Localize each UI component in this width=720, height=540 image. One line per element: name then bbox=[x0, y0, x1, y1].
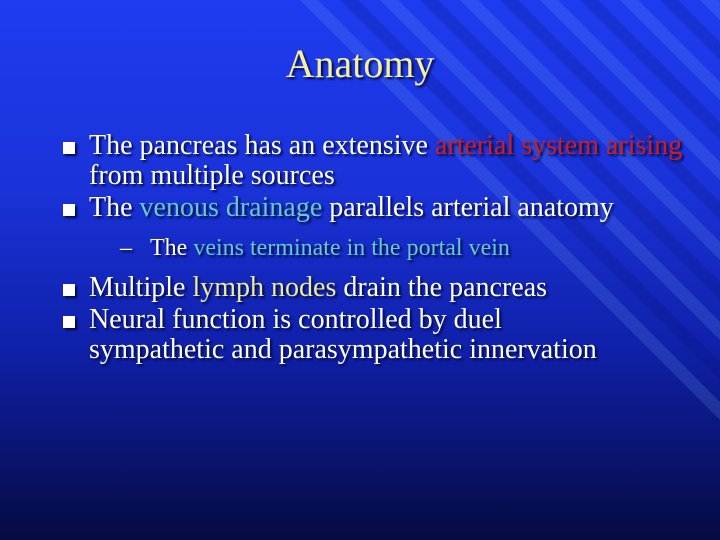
bullet-item bbox=[60, 273, 700, 303]
bullet-item bbox=[60, 305, 700, 365]
square-bullet-icon bbox=[63, 316, 75, 328]
sub-bullet-item bbox=[60, 233, 700, 263]
bullet-text: The pancreas has an extensive bbox=[89, 130, 435, 161]
bullet-text: The bbox=[89, 192, 140, 223]
bullet-text: drain the pancreas bbox=[336, 272, 548, 303]
bullet-list bbox=[60, 131, 700, 367]
dash-marker: – bbox=[120, 235, 132, 261]
bullet-text: Neural function is controlled by duel sympathetic and parasympathetic innervation bbox=[89, 304, 597, 365]
bullet-text: parallels arterial anatomy bbox=[322, 192, 614, 223]
slide-title: Anatomy bbox=[285, 41, 435, 86]
bullet-text: Multiple bbox=[89, 272, 193, 303]
bullet-item bbox=[60, 193, 700, 223]
square-bullet-icon bbox=[63, 284, 75, 296]
bullet-text: from multiple sources bbox=[89, 160, 335, 191]
square-bullet-icon bbox=[63, 204, 75, 216]
highlight-lymph-nodes: lymph nodes bbox=[192, 272, 337, 303]
sub-bullet-text: The bbox=[150, 235, 194, 261]
highlight-venous-drainage: venous drainage bbox=[139, 192, 323, 223]
highlight-portal-vein: veins terminate in the portal vein bbox=[193, 235, 510, 261]
square-bullet-icon bbox=[63, 142, 75, 154]
bullet-item bbox=[60, 131, 700, 191]
highlight-arterial-system: arterial system arising bbox=[434, 130, 683, 161]
